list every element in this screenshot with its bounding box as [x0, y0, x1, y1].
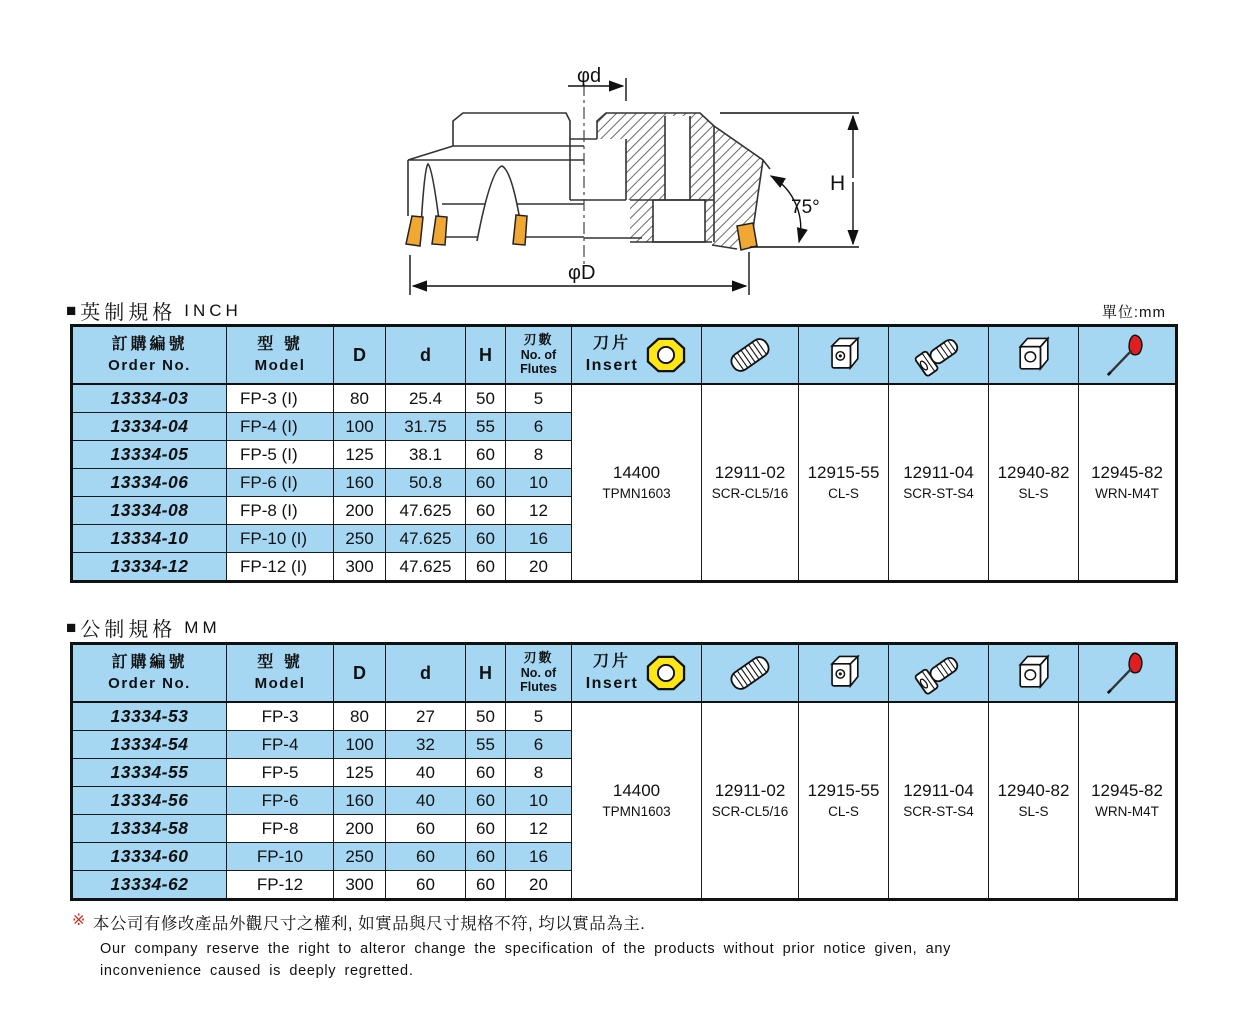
- slide-block-icon: [1011, 332, 1057, 378]
- insert-header: [572, 644, 702, 703]
- part-number: 12911-02: [714, 780, 786, 800]
- D-cell: 300: [334, 871, 386, 900]
- flutes-cell: 10: [506, 469, 572, 497]
- d-cell: 27: [386, 702, 466, 731]
- clamp-part-cell: [799, 384, 889, 582]
- model-cell: FP-6: [227, 787, 334, 815]
- header-row: [72, 326, 1177, 385]
- unit-label: 單位:mm: [1101, 304, 1166, 321]
- H-cell: 60: [466, 843, 506, 871]
- insert-header: [572, 326, 702, 385]
- table-row: [72, 702, 1177, 731]
- D-cell: 125: [334, 759, 386, 787]
- d-cell: 25.4: [386, 384, 466, 413]
- order-no-cell: 13334-56: [72, 787, 227, 815]
- flutes-cell: 10: [506, 787, 572, 815]
- model-header-en: Model: [254, 357, 306, 375]
- flutes-cell: 20: [506, 553, 572, 582]
- model-cell: FP-3: [227, 702, 334, 731]
- D-cell: 160: [334, 787, 386, 815]
- flutes-header-en1: No. of: [520, 666, 557, 681]
- mm-table-body: [72, 702, 1177, 900]
- H-cell: 60: [466, 815, 506, 843]
- part-model: SCR-ST-S4: [903, 803, 974, 819]
- insert-hex-icon: [645, 654, 687, 692]
- part-model: SL-S: [1018, 803, 1049, 819]
- phi-D-label: φD: [568, 262, 596, 284]
- part-number: 12945-82: [1091, 780, 1163, 800]
- clamp-screw-part-cell: [702, 384, 799, 582]
- H-cell: 55: [466, 731, 506, 759]
- D-cell: 200: [334, 497, 386, 525]
- model-cell: FP-3 (I): [227, 384, 334, 413]
- part-number: 12915-55: [807, 462, 880, 482]
- order-no-header-en: Order No.: [108, 357, 191, 375]
- d-cell: 60: [386, 871, 466, 900]
- clamp-screw-header: [702, 644, 799, 703]
- flutes-cell: 6: [506, 413, 572, 441]
- flutes-header-en2: Flutes: [520, 362, 557, 377]
- order-no-cell: 13334-62: [72, 871, 227, 900]
- footnote: [72, 910, 1172, 983]
- model-cell: FP-4: [227, 731, 334, 759]
- part-number: 12911-04: [903, 780, 974, 800]
- reference-mark: ※: [72, 912, 86, 929]
- insert-header-cjk: 刀片: [592, 653, 631, 671]
- part-model: WRN-M4T: [1095, 485, 1159, 501]
- H-cell: 60: [466, 553, 506, 582]
- flutes-cell: 5: [506, 702, 572, 731]
- slide-part-cell: [989, 384, 1079, 582]
- H-cell: 60: [466, 441, 506, 469]
- t-wrench-icon: [1102, 649, 1152, 697]
- slide-header: [989, 644, 1079, 703]
- height-label: H: [830, 172, 846, 195]
- d-cell: 31.75: [386, 413, 466, 441]
- footnote-en-line1: Our company reserve the right to alteror change the specification of the products without prior notice given, any: [100, 941, 952, 957]
- screw-clearance-hole: [665, 116, 690, 200]
- d-cell: 47.625: [386, 497, 466, 525]
- part-model: CL-S: [828, 485, 859, 501]
- flutes-cell: 5: [506, 384, 572, 413]
- part-model: SCR-ST-S4: [903, 485, 974, 501]
- clamp-header: [799, 326, 889, 385]
- section-title-en: INCH: [184, 300, 242, 320]
- insert-part-cell: [572, 384, 702, 582]
- part-number: 14400: [612, 780, 661, 800]
- H-cell: 60: [466, 525, 506, 553]
- part-number: 14400: [612, 462, 661, 482]
- flutes-cell: 16: [506, 843, 572, 871]
- insert-header-en: Insert: [585, 356, 639, 374]
- inch-spec-table: [70, 324, 1178, 583]
- H-cell: 60: [466, 497, 506, 525]
- H-cell: 50: [466, 384, 506, 413]
- model-header: [227, 326, 334, 385]
- section-title-cjk: 公制規格: [80, 619, 177, 641]
- model-header-en: Model: [254, 675, 306, 693]
- order-no-cell: 13334-05: [72, 441, 227, 469]
- part-number: 12940-82: [997, 780, 1070, 800]
- flutes-cell: 20: [506, 871, 572, 900]
- insert-hex-icon: [645, 336, 687, 374]
- model-cell: FP-4 (I): [227, 413, 334, 441]
- part-model: SCR-CL5/16: [711, 803, 789, 819]
- square-bullet: ■: [66, 617, 77, 637]
- D-cell: 250: [334, 843, 386, 871]
- drive-slot: [653, 200, 705, 242]
- D-cell: 300: [334, 553, 386, 582]
- part-model: CL-S: [828, 803, 859, 819]
- phi-d-label: φd: [577, 65, 602, 87]
- d-cell: 60: [386, 843, 466, 871]
- model-cell: FP-5 (I): [227, 441, 334, 469]
- clamp-header: [799, 644, 889, 703]
- part-model: TPMN1603: [602, 803, 671, 819]
- order-no-cell: 13334-60: [72, 843, 227, 871]
- d-cell: 40: [386, 759, 466, 787]
- section-hatch-upper: [597, 113, 714, 200]
- order-no-header-en: Order No.: [108, 675, 191, 693]
- wrench-part-cell: [1079, 702, 1177, 900]
- cutter-technical-drawing: [380, 38, 880, 306]
- order-no-cell: 13334-08: [72, 497, 227, 525]
- H-cell: 60: [466, 871, 506, 900]
- inch-table-body: [72, 384, 1177, 582]
- part-number: 12940-82: [997, 462, 1070, 482]
- D-cell: 80: [334, 384, 386, 413]
- angle-label: 75°: [791, 197, 820, 218]
- order-no-cell: 13334-10: [72, 525, 227, 553]
- model-cell: FP-5: [227, 759, 334, 787]
- order-no-cell: 13334-03: [72, 384, 227, 413]
- order-no-cell: 13334-04: [72, 413, 227, 441]
- insert-part-cell: [572, 702, 702, 900]
- section-title-cjk: 英制規格: [80, 302, 177, 324]
- order-no-cell: 13334-58: [72, 815, 227, 843]
- flutes-cell: 12: [506, 497, 572, 525]
- order-no-cell: 13334-06: [72, 469, 227, 497]
- D-cell: 200: [334, 815, 386, 843]
- order-no-header: [72, 326, 227, 385]
- H-cell: 50: [466, 702, 506, 731]
- d-cell: 40: [386, 787, 466, 815]
- st-screw-header: [889, 326, 989, 385]
- square-bullet: ■: [66, 300, 77, 320]
- flutes-cell: 8: [506, 441, 572, 469]
- slide-block-icon: [1011, 650, 1057, 696]
- order-no-cell: 13334-54: [72, 731, 227, 759]
- flutes-cell: 16: [506, 525, 572, 553]
- slide-part-cell: [989, 702, 1079, 900]
- d-cell: 47.625: [386, 553, 466, 582]
- H-cell: 60: [466, 787, 506, 815]
- insert-tip: [737, 223, 757, 250]
- d-cell: 47.625: [386, 525, 466, 553]
- model-cell: FP-10: [227, 843, 334, 871]
- model-cell: FP-8 (I): [227, 497, 334, 525]
- order-no-header-cjk: 訂購編號: [111, 654, 188, 672]
- t-wrench-icon: [1102, 331, 1152, 379]
- flutes-header-en2: Flutes: [520, 680, 557, 695]
- mm-spec-table: [70, 642, 1178, 901]
- clamp-part-cell: [799, 702, 889, 900]
- st-screw-part-cell: [889, 702, 989, 900]
- wrench-header: [1079, 644, 1177, 703]
- d-cell: 60: [386, 815, 466, 843]
- section-title-mm: [66, 613, 221, 642]
- order-no-header: [72, 644, 227, 703]
- col-D-header: D: [334, 644, 386, 703]
- model-header-cjk: 型 號: [257, 654, 303, 672]
- D-cell: 125: [334, 441, 386, 469]
- st-screw-part-cell: [889, 384, 989, 582]
- H-cell: 55: [466, 413, 506, 441]
- footnote-en-line2: inconvenience caused is deeply regretted.: [100, 963, 414, 980]
- D-cell: 100: [334, 731, 386, 759]
- model-header-cjk: 型 號: [257, 336, 303, 354]
- cap-screw-icon: [912, 650, 966, 696]
- part-number: 12915-55: [807, 780, 880, 800]
- flutes-header: [506, 326, 572, 385]
- header-row: [72, 644, 1177, 703]
- D-cell: 160: [334, 469, 386, 497]
- H-cell: 60: [466, 469, 506, 497]
- part-model: SCR-CL5/16: [711, 485, 789, 501]
- insert-tip: [406, 216, 423, 246]
- flutes-cell: 8: [506, 759, 572, 787]
- st-screw-header: [889, 644, 989, 703]
- flutes-header: [506, 644, 572, 703]
- insert-header-en: Insert: [585, 674, 639, 692]
- d-cell: 50.8: [386, 469, 466, 497]
- model-cell: FP-12 (I): [227, 553, 334, 582]
- wrench-part-cell: [1079, 384, 1177, 582]
- slide-header: [989, 326, 1079, 385]
- footnote-cjk: 本公司有修改產品外觀尺寸之權利, 如實品與尺寸規格不符, 均以實品為主.: [92, 915, 646, 933]
- clamp-block-icon: [821, 650, 867, 696]
- col-H-header: H: [466, 644, 506, 703]
- flutes-header-en1: No. of: [520, 348, 557, 363]
- d-cell: 38.1: [386, 441, 466, 469]
- model-cell: FP-12: [227, 871, 334, 900]
- col-H-header: H: [466, 326, 506, 385]
- table-row: [72, 384, 1177, 413]
- col-d-header: d: [386, 326, 466, 385]
- part-model: SL-S: [1018, 485, 1049, 501]
- col-D-header: D: [334, 326, 386, 385]
- model-cell: FP-6 (I): [227, 469, 334, 497]
- D-cell: 80: [334, 702, 386, 731]
- section-title-en: MM: [184, 617, 221, 637]
- clamp-block-icon: [821, 332, 867, 378]
- clamp-screw-part-cell: [702, 702, 799, 900]
- col-d-header: d: [386, 644, 466, 703]
- order-no-cell: 13334-12: [72, 553, 227, 582]
- set-screw-icon: [723, 650, 777, 696]
- section-title-inch: [66, 296, 242, 325]
- part-model: TPMN1603: [602, 485, 671, 501]
- D-cell: 250: [334, 525, 386, 553]
- cap-screw-icon: [912, 332, 966, 378]
- order-no-cell: 13334-55: [72, 759, 227, 787]
- wrench-header: [1079, 326, 1177, 385]
- model-cell: FP-8: [227, 815, 334, 843]
- part-model: WRN-M4T: [1095, 803, 1159, 819]
- flutes-cell: 6: [506, 731, 572, 759]
- d-cell: 32: [386, 731, 466, 759]
- part-number: 12945-82: [1091, 462, 1163, 482]
- D-cell: 100: [334, 413, 386, 441]
- set-screw-icon: [723, 332, 777, 378]
- model-header: [227, 644, 334, 703]
- flutes-cell: 12: [506, 815, 572, 843]
- H-cell: 60: [466, 759, 506, 787]
- order-no-cell: 13334-53: [72, 702, 227, 731]
- insert-tip: [513, 215, 527, 245]
- part-number: 12911-04: [903, 462, 974, 482]
- flutes-header-cjk: 刃數: [523, 332, 554, 348]
- part-number: 12911-02: [714, 462, 786, 482]
- clamp-screw-header: [702, 326, 799, 385]
- flutes-header-cjk: 刃數: [523, 650, 554, 666]
- model-cell: FP-10 (I): [227, 525, 334, 553]
- insert-header-cjk: 刀片: [592, 335, 631, 353]
- order-no-header-cjk: 訂購編號: [111, 336, 188, 354]
